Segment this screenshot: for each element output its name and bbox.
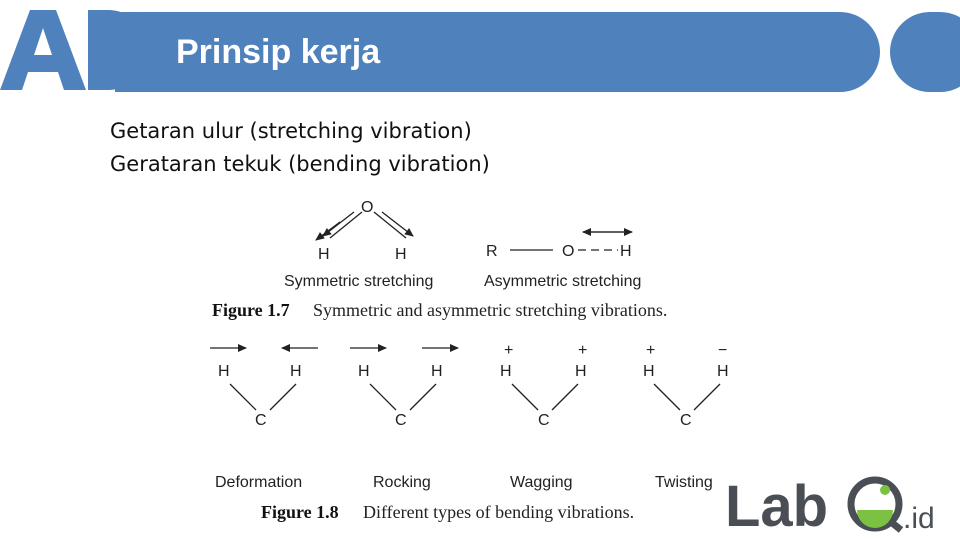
twisting-h1: H (643, 363, 655, 380)
asym-h-atom: H (620, 243, 632, 260)
sym-caption: Symmetric stretching (284, 273, 434, 290)
deformation-caption: Deformation (215, 474, 303, 491)
asymmetric-stretching-diagram (484, 232, 641, 290)
wagging-c: C (538, 412, 550, 429)
sym-o-atom: O (361, 199, 374, 216)
bending-mode-deformation (210, 348, 318, 491)
sym-h2-atom: H (395, 246, 407, 263)
bending-mode-rocking (350, 348, 458, 491)
labo-logo-suffix: .id (903, 502, 935, 535)
figure-1-8-caption: Different types of bending vibrations. (363, 502, 635, 522)
asym-r-atom: R (486, 243, 498, 260)
bending-mode-twisting (643, 342, 729, 491)
slide-title: Prinsip kerja (176, 33, 381, 71)
rocking-caption: Rocking (373, 474, 431, 491)
twisting-sign1: + (646, 342, 656, 359)
wagging-sign2: + (578, 342, 588, 359)
rocking-h1: H (358, 363, 370, 380)
asym-caption: Asymmetric stretching (484, 273, 642, 290)
symmetric-stretching-diagram (284, 199, 433, 290)
figure-1-8-label: Figure 1.8 (261, 502, 339, 522)
deformation-h2: H (290, 363, 302, 380)
deformation-h1: H (218, 363, 230, 380)
twisting-c: C (680, 412, 692, 429)
wagging-sign1: + (504, 342, 514, 359)
bullet-bending: Gerataran tekuk (bending vibration) (110, 152, 490, 176)
twisting-h2: H (717, 363, 729, 380)
rocking-h2: H (431, 363, 443, 380)
rocking-c: C (395, 412, 407, 429)
figure-1-7-caption: Symmetric and asymmetric stretching vibrations. (313, 300, 668, 320)
twisting-caption: Twisting (655, 474, 713, 491)
wagging-caption: Wagging (510, 474, 573, 491)
wagging-h2: H (575, 363, 587, 380)
bullet-stretching: Getaran ulur (stretching vibration) (110, 119, 472, 143)
asym-o-atom: O (562, 243, 575, 260)
bending-mode-wagging (500, 342, 587, 491)
sym-h1-atom: H (318, 246, 330, 263)
labo-logo (725, 470, 955, 535)
deformation-c: C (255, 412, 267, 429)
wagging-h1: H (500, 363, 512, 380)
labo-logo-text: Lab (725, 474, 829, 535)
figure-1-7-label: Figure 1.7 (212, 300, 290, 320)
twisting-sign2: − (718, 342, 728, 359)
